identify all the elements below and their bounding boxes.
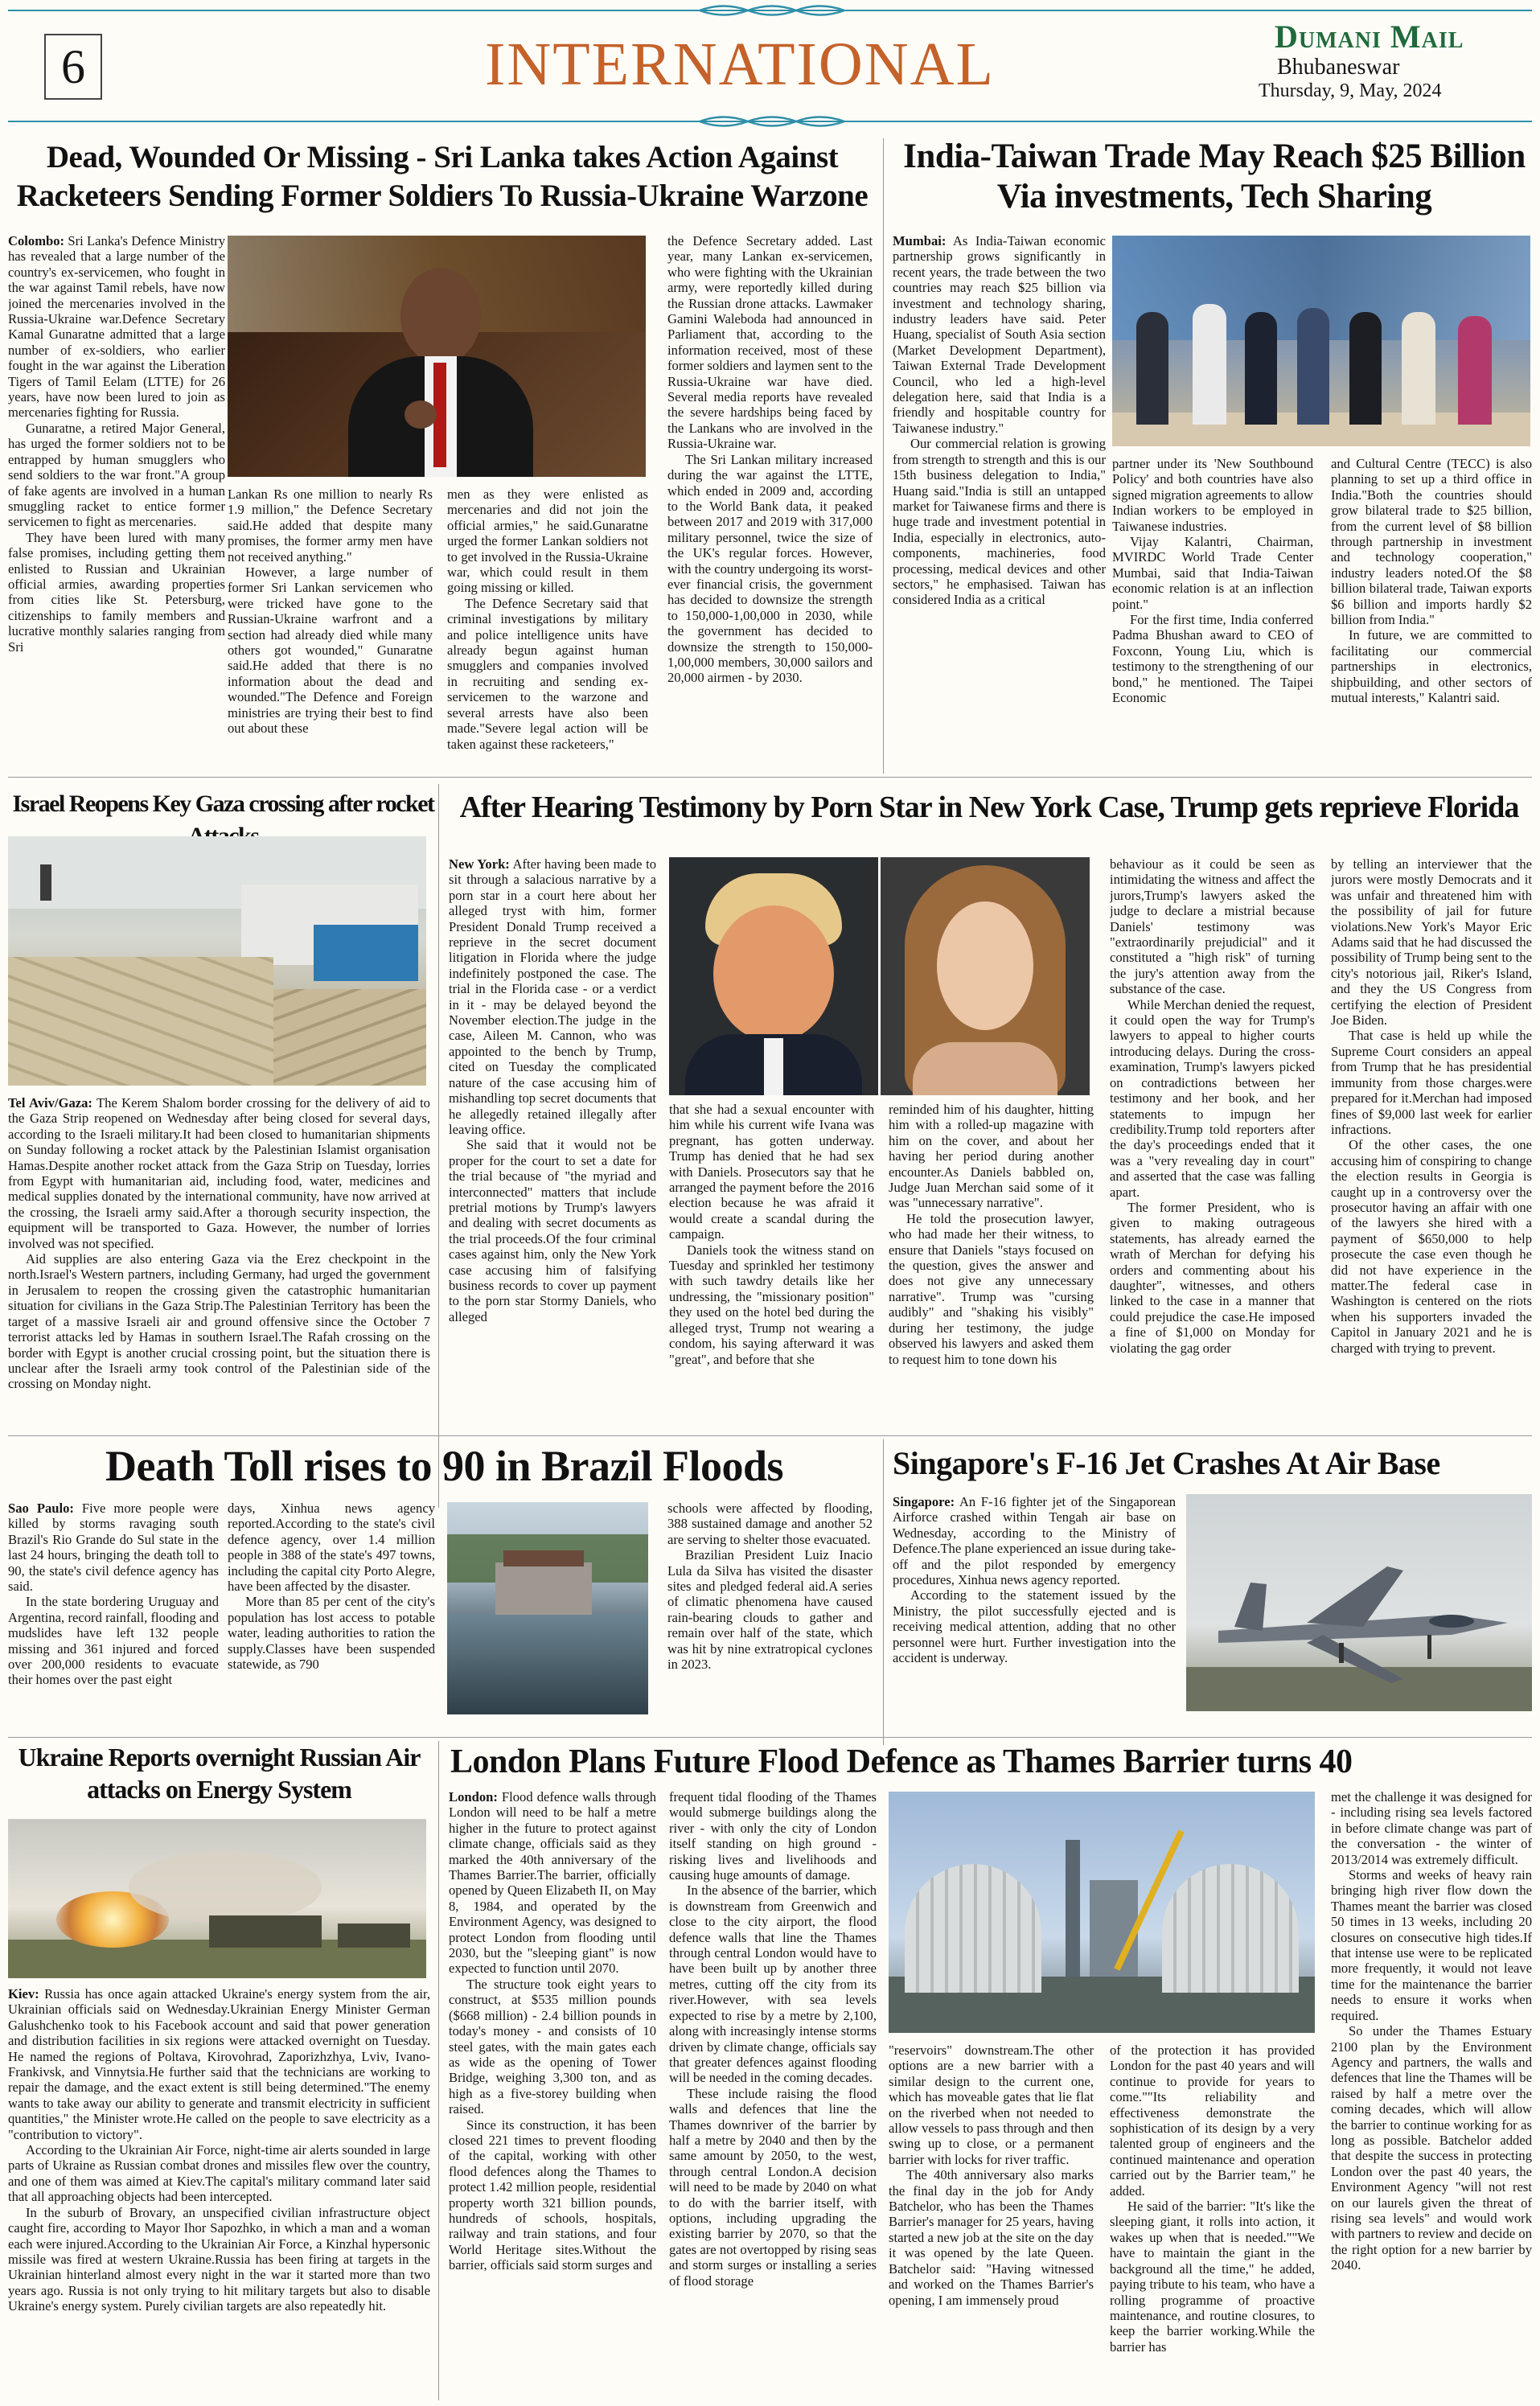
page-number: 6: [61, 40, 85, 93]
indiataiwan-col1: Mumbai: As India-Taiwan economic partnership grows significantly in recent years, the trade between the two countries may reach $25 billion via investment and technology sharing, industry leaders have said. Peter Huang, specialist of South Asia section (Market Development Department), Taiwan External Trade Development Council, who led a high-level delegation here, said that India is a friendly and hospitable country for Taiwanese industry." Our commercial relation is growing from strength to strength and this is our 15th business delegation to India," Huang said."India is still an untapped market for Taiwanese firms and there is huge trade and investment potential in India, especially in electronics, auto-components, machineries, food processing, medical devices and other sectors," he emphasised. Taiwan has considered India as a critical: [893, 233, 1106, 608]
ukraine-col1: Kiev: Russia has once again attacked Ukraine's energy system from the air, Ukrainian officials said on Wednesday.Ukrainian Energy Minister German Galushchenko took to his Facebook account and said that power generation and distribution facilities in six regions were attacked overnight on Tuesday. He named the regions of Poltava, Kirovohrad, Zaporizhzhya, Lviv, Ivano-Frankivsk, and Vinnytsia.He further said that the technicians are working to repair the damage, and the exact extent is still being determined."The enemy wants to take away our ability to generate and transmit electricity in sufficient quantities," the Minister wrote.He called on the people to save electricity as a "contribution to victory". According to the Ukrainian Air Force, night-time air alerts sounded in large parts of Ukraine as Russian combat drones and missiles flew over the country, and one of them was aimed at Kiev.The capital's military command later said that all approaching objects had been intercepted. In the suburb of Brovary, an unspecified civilian infrastructure object caught fire, according to Mayor Ihor Sapozhko, in which a man and a woman each were injured.According to the Ukrainian Air Force, a Kinzhal hypersonic missile was fired at western Ukraine.Russia has been firing at targets in the Ukrainian hinterland almost every night in the war it started more than two years ago. Russia is not only trying to hit military targets but also to disable Ukraine's energy system. Purely civilian targets are also repeatedly hit.: [8, 1986, 430, 2314]
trump-col4: behaviour as it could be seen as intimidating the witness and affect the jurors,Trump's lawyers asked the judge to declare a mistrial because Daniels' testimony was "extraordinarily prejudicial" and it constituted a "high risk" of turning the jury's attention away from the substance of the case. While Merchan denied the request, it could open the way for Trump's lawyers to appeal to higher courts introducing delays. During the cross-examination, Trump's lawyers picked on contradictions between her testimony and her book, and her statements to impugn her credibility.Trump told reporters after the day's proceedings ended that it was a "very revealing day in court" and asserted that the case was falling apart. The former President, who is given to making outrageous statements, has already earned the wrath of Merchan for defying his orders and commenting about his daughter", witnesses, and others linked to the case in a manner that could prejudice the case.He imposed a fine of $1,000 on Monday for violating the gag order: [1110, 856, 1315, 1356]
trump-col5: by telling an interviewer that the jurors were mostly Democrats and it was unfair and threatened him with the possibility of jail for future violations.New York's Mayor Eric Adams said that he had discussed the possibility of Trump being sent to the city's notorious jail, Riker's Island, and they the US Congress from certifying the election of President Joe Biden. That case is held up while the Supreme Court considers an appeal from Trump that he has presidential immunity from those charges.were prepared for it.Merchan had imposed fines of $9,000 last week for earlier infractions. Of the other cases, the one accusing him of conspiring to change the election results in Georgia is caught up in a controversy over the prosecutor having an affair with one of the lawyers she hired with a payment of $650,000 to help prosecute the case even though he did not have experience in the matter.The federal case in Washington is centered on the riots when his supporters invaded the Capitol in January 2021 and he is charged with trying to prevent.: [1331, 856, 1532, 1356]
srilanka-col4: the Defence Secretary added. Last year, many Lankan ex-servicemen, who were fighting with the Ukrainian army, were reportedly killed during the Russian drone attacks. Lawmaker Gamini Waleboda had announced in Parliament that, according to the information received, most of these former soldiers and laymen sent to the Russia-Ukraine war have died. Several media reports have revealed the severe hardships being faced by the Lankans who are involved in the Russia-Ukraine war. The Sri Lankan military increased during the war against the LTTE, which ended in 2009 and, according to the World Bank data, it peaked between 2017 and 2019 with 317,000 military personnel, twice the size of the UK's regular forces. However, with the country undergoing its worst-ever financial crisis, the government has decided to downsize the strength to 150,000-1,00,000 in 2030, while the government has decided to downsize the strength to 150,000-1,00,000 members, 30,000 sailors and 20,000 airmen - by 2030.: [667, 233, 873, 686]
headline-brazil: Death Toll rises to 90 in Brazil Floods: [105, 1442, 784, 1490]
dateline: Tel Aviv/Gaza:: [8, 1095, 92, 1111]
brazil-photo: [447, 1502, 648, 1714]
daniels-photo: [881, 857, 1090, 1095]
trump-col1: New York: After having been made to sit through a salacious narrative by a porn star in a court here about her alleged tryst with him, former President Donald Trump received a reprieve in the secret document litigation in Florida where the judge indefinitely postponed the case. The trial in the Florida case - or a verdict in it - may be delayed beyond the November election.The judge in the case, Aileen M. Cannon, who was appointed to the bench by Trump, cited on Tuesday the complicated nature of the case accusing him of mishandling top secret documents that he allegedly retained illegally after leaving office. She said that it would not be proper for the court to set a date for the trial because of "the myriad and interconnected" matters that include pretrial motions by Trump's lawyers and dealing with secret documents as the trial proceeds.Of the four criminal cases against him, only the New York case accusing him of falsifying business records to cover up payment to the porn star Stormy Daniels, who alleged: [449, 856, 656, 1324]
page-number-box: [44, 34, 102, 100]
dateline: London:: [449, 1789, 498, 1804]
date: Thursday, 9, May, 2024: [1259, 80, 1442, 101]
dateline: Colombo:: [8, 233, 65, 248]
brazil-col3: schools were affected by flooding, 388 sustained damage and another 52 are serving to shelter those evacuated. Brazilian President Luiz Inacio Lula da Silva has visited the disaster sites and pledged federal aid.A series of climatic phenomena have caused rain-bearing clouds to gather and remain over half of the state, which was hit by nine extratropical cyclones in 2023.: [667, 1501, 873, 1673]
headline-singapore: Singapore's F-16 Jet Crashes At Air Base: [893, 1445, 1440, 1481]
srilanka-col3: men as they were enlisted as mercenaries and did not join the official armies," he said.Gunaratne urged the former Lankan soldiers not to get involved in the Russia-Ukraine war, which could result in them going missing or killed. The Defence Secretary said that criminal investigations by military and police intelligence units have already begun against human smugglers and companies involved in recruiting and sending ex-servicemen to the warzone and several arrests have also been made."Severe legal action will be taken against these racketeers,": [447, 487, 648, 752]
section-title: INTERNATIONAL: [485, 31, 995, 98]
paper-name: Dumani Mail: [1275, 18, 1464, 55]
london-photo: [889, 1792, 1315, 2033]
trump-photo: [669, 857, 878, 1095]
headline-ukraine: Ukraine Reports overnight Russian Air attacks on Energy System: [18, 1743, 421, 1804]
trump-col3: reminded him of his daughter, hitting him with a rolled-up magazine with him on the cover, and about her having her period during another encounter.As Daniels babbled on, Judge Juan Merchan said some of it was "unnecessary narrative". He told the prosecution lawyer, who had made her their witness, to ensure that Daniels "stays focused on the question, gives the answer and does not give any unnecessary narrative". Trump was "cursing audibly" and "shaking his visibly" during her testimony, the judge observed his lawyers and asked them to request him to tone down his: [889, 1102, 1094, 1367]
srilanka-col2: Lankan Rs one million to nearly Rs 1.9 million," the Defence Secretary said.He added that despite many promises, the former army men have not received anything." However, a large number of former Sri Lankan servicemen who were tricked have gone to the Russian-Ukraine warfront and a section had already died while many others got wounded," Gunaratne said.He added that there is no information about the dead and wounded."The Defence and Foreign ministries are trying their best to find out about these: [228, 487, 433, 737]
london-col4: of the protection it has provided London for the past 40 years and will continue to provide for years to come.""Its reliability and effectiveness demonstrate the sophistication of its design by a very talented group of engineers and the continued maintenance and operation carried out by the Barrier team," he added. He said of the barrier: "It's like the sleeping giant, it rolls into action, it wakes up when that is needed.""We have to maintain the giant in the background all the time," he added, paying tribute to his team, who have a rolling programme of proactive maintenance, and routine closures, to keep the barrier working.While the barrier has: [1110, 2043, 1315, 2355]
headline-srilanka: Dead, Wounded Or Missing - Sri Lanka takes Action Against Racketeers Sending Former Soldiers To Russia-Ukraine Warzone: [16, 140, 869, 213]
jet-icon: [1186, 1494, 1532, 1711]
indiataiwan-photo: [1112, 236, 1530, 446]
dateline: Sao Paulo:: [8, 1501, 74, 1516]
dateline: New York:: [449, 856, 510, 872]
indiataiwan-col3: and Cultural Centre (TECC) is also planning to set up a third office in India."Both the countries should grow bilateral trade to $25 billion, from the current level of $8 billion through partnership in investment and technology cooperation," industry leaders noted.Of the $8 billion bilateral trade, Taiwan exports $6 billion and imports hardly $2 billion from India." In future, we are committed to facilitating our commercial partnerships in electronics, shipbuilding, and other sectors of mutual interests," Kalantri said.: [1331, 456, 1532, 706]
singapore-col1: Singapore: An F-16 fighter jet of the Singaporean Airforce crashed within Tengah air base on Wednesday, according to the Ministry of Defence.The plane experienced an issue during take-off and the pilot responded by emergency procedures, Xinhua news agency reported. According to the statement issued by the Ministry, the pilot successfully ejected and is receiving medical attention, adding that no other personnel were hurt. Further investigation into the accident is underway.: [893, 1494, 1176, 1666]
ornament-bottom-icon: [692, 113, 852, 130]
london-col3: "reservoirs" downstream.The other options are a new barrier with a similar design to the current one, which has moveable gates that lie flat on the riverbed when not needed to allow vessels to pass through and then swing up to close, or a permanent barrier with locks for river traffic. The 40th anniversary also marks the final day in the job for Andy Batchelor, who has been the Thames Barrier's manager for 25 years, having started a new job at the site on the day it was opened by the late Queen. Batchelor said: "Having witnessed and worked on the Thames Barrier's opening, I am immensely proud: [889, 2043, 1094, 2308]
masthead: [0, 0, 1540, 133]
srilanka-col1: Colombo: Sri Lanka's Defence Ministry has revealed that a large number of the country's ex-servicemen, who fought in the war against Tamil rebels, have now joined the mercenaries involved in the Russia-Ukraine war.Defence Secretary Kamal Gunaratne admitted that a large number of ex-soldiers, who earlier fought in the war against the Liberation Tigers of Tamil Eelam (LTTE) for 26 years, have now been lured to join as mercenaries fighting for Russia. Gunaratne, a retired Major General, has urged the former soldiers not to be entrapped by human smugglers who send soldiers to the war front."A group of fake agents are involved in a human smuggling racket to entice former servicemen to fight as mercenaries. They have been lured with many false promises, including getting them enlisted to Russian and Ukrainian official armies, awarding properties from cities like St. Petersburg, citizenships to family members and lucrative monthly salaries ranging from Sri: [8, 233, 225, 655]
london-col1: London: Flood defence walls through London will need to be half a metre higher in the future to protect against climate change, officials said as they marked the 40th anniversary of the Thames Barrier.The barrier, officially opened by Queen Elizabeth II, on May 8, 1984, and operated by the Environment Agency, was designed to protect London from flooding until 2030, but the "sleeping giant" is now expected to function until 2070. The structure took eight years to construct, at $535 million pounds ($668 million) - 2.4 billion pounds in today's money - and consists of 10 steel gates, with the main gates each as wide as the opening of Tower Bridge, weighing 3,300 ton, and as high as a five-storey building when raised. Since its construction, it has been closed 221 times to prevent flooding of the capital, working with other flood defences along the Thames to protect 1.42 million people, residential property worth 321 billion pounds, hundreds of schools, hospitals, railway and train stations, and four World Heritage sites.Without the barrier, officials said storm surges and: [449, 1789, 656, 2273]
gaza-col1: Tel Aviv/Gaza: The Kerem Shalom border crossing for the delivery of aid to the Gaza Strip reopened on Wednesday after being closed for several days, according to the Israeli military.It had been closed to humanitarian shipments on Sunday following a rocket attack by the Palestinian Islamist organisation Hamas.Despite another rocket attack from the Gaza Strip on Tuesday, lorries from Egypt with humanitarian aid, including food, water, medicines and medical supplies donated by the international community, have now arrived at the crossing, the Israeli army said.After a thorough security inspection, the equipment will be transported to Gaza. However, the number of lorries involved was not specified. Aid supplies are also entering Gaza via the Erez checkpoint in the north.Israel's Western partners, including Germany, had urged the government in Jerusalem to reopen the crossing given the catastrophic humanitarian situation for civilians in the Gaza Strip.The Palestinian Territory has been the target of a massive Israeli air and ground offensive since the October 7 terrorist attacks led by Hamas in southern Israel.The Rafah crossing on the border with Egypt is another crucial crossing point, but the situation there is unclear after the Israeli army took control of the Palestinian side of the crossing on Monday night.: [8, 1095, 430, 1392]
ornament-top-icon: [692, 2, 852, 19]
dateline: Mumbai:: [893, 233, 947, 248]
dateline: Kiev:: [8, 1986, 39, 2002]
london-col5: met the challenge it was designed for - including rising sea levels factored in before climate change was part of the conversation - the winter of 2013/2014 was extremely difficult. Storms and weeks of heavy rain bringing high river flow down the Thames meant the barrier was closed 50 times in 13 weeks, including 20 closures on consecutive high tides.If that intense use were to be replicated more frequently, it would not leave time for the maintenance the barrier needs to ensure it works when required. So under the Thames Estuary 2100 plan by the Environment Agency and partners, the walls and defences that line the Thames will be raised by half a metre over the coming decades, which will allow the barrier to continue working for as long as possible. Batchelor added that despite the success in protecting London over the past 40 years, the Environment Agency "will not rest on our laurels given the threat of rising sea levels" and would work with partners to review and decide on the right option for a new barrier by 2040.: [1331, 1789, 1532, 2273]
headline-indiataiwan: India-Taiwan Trade May Reach $25 Billion Via investments, Tech Sharing: [903, 138, 1526, 216]
london-col2: frequent tidal flooding of the Thames would submerge buildings along the river - with only the city of London itself standing on high ground - risking lives and livelihoods and causing huge amounts of damage. In the absence of the barrier, which is downstream from Greenwich and close to the city airport, the flood defence walls that line the Thames through central London would have to have been built up by another three metres, cutting off the city from its river.However, with sea levels expected to rise by a metre by 2,100, along with increasingly intense storms driven by climate change, officials say that greater defences against flooding will be needed in the coming decades. These include raising the flood walls and defences that line the Thames downriver of the barrier by half a metre by 2040 and then by the same amount by 2050, to the west, through central London.A decision will need to be made by 2040 on what to do with the barrier itself, with options, including upgrading the existing barrier by 2070, so that the gates are not overtopped by rising seas and storm surges or installing a series of flood storage: [669, 1789, 877, 2289]
ukraine-photo: [8, 1819, 426, 1978]
brazil-col1: Sao Paulo: Five more people were killed by storms ravaging south Brazil's Rio Grande do Sul state in the last 24 hours, bringing the death toll to 90, the state's civil defence agency has said. In the state bordering Uruguay and Argentina, record rainfall, flooding and mudslides have left 132 people missing and 361 injured and forced over 200,000 residents to evacuate their homes over the past eight: [8, 1501, 219, 1688]
singapore-photo: [1186, 1494, 1532, 1711]
headline-trump: After Hearing Testimony by Porn Star in New York Case, Trump gets reprieve Florida: [459, 790, 1519, 824]
city: Bhubaneswar: [1277, 55, 1400, 80]
dateline: Singapore:: [893, 1494, 955, 1509]
trump-col2: that she had a sexual encounter with him while his current wife Ivana was pregnant, has gotten underway. Trump has denied that he had sex with Daniels. Prosecutors say that he arranged the payment before the 2016 election because he was afraid it would create a scandal during the campaign. Daniels took the witness stand on Tuesday and sprinkled her testimony with such tawdry details like her undressing, the "missionary position" they used on the hotel bed during the alleged tryst, Trump not wearing a condom, his saying afterward it was "great", and before that she: [669, 1102, 874, 1367]
headline-gaza: Israel Reopens Key Gaza crossing after rocket: [12, 790, 434, 817]
brazil-col2: days, Xinhua news agency reported.According to the state's civil defence agency, over 1.4 million people in 388 of the state's 497 towns, including the capital city Porto Alegre, have been affected by the disaster. More than 85 per cent of the city's population has lost access to potable water, leading authorities to ration the supply.Classes have been suspended statewide, as 790: [228, 1501, 435, 1673]
gaza-photo: [8, 836, 426, 1086]
indiataiwan-col2: partner under its 'New Southbound Policy' and both countries have also signed migration agreements to allow Indian workers to be employed in Taiwanese industries. Vijay Kalantri, Chairman, MVIRDC World Trade Center Mumbai, said that India-Taiwan economic relation is at an inflection point." For the first time, India conferred Padma Bhushan award to CEO of Foxconn, Young Liu, which is testimony to the strengthening of our bond," he mentioned. The Taipei Economic: [1112, 456, 1313, 706]
headline-london: London Plans Future Flood Defence as Thames Barrier turns 40: [450, 1743, 1353, 1780]
srilanka-photo: [228, 236, 646, 477]
